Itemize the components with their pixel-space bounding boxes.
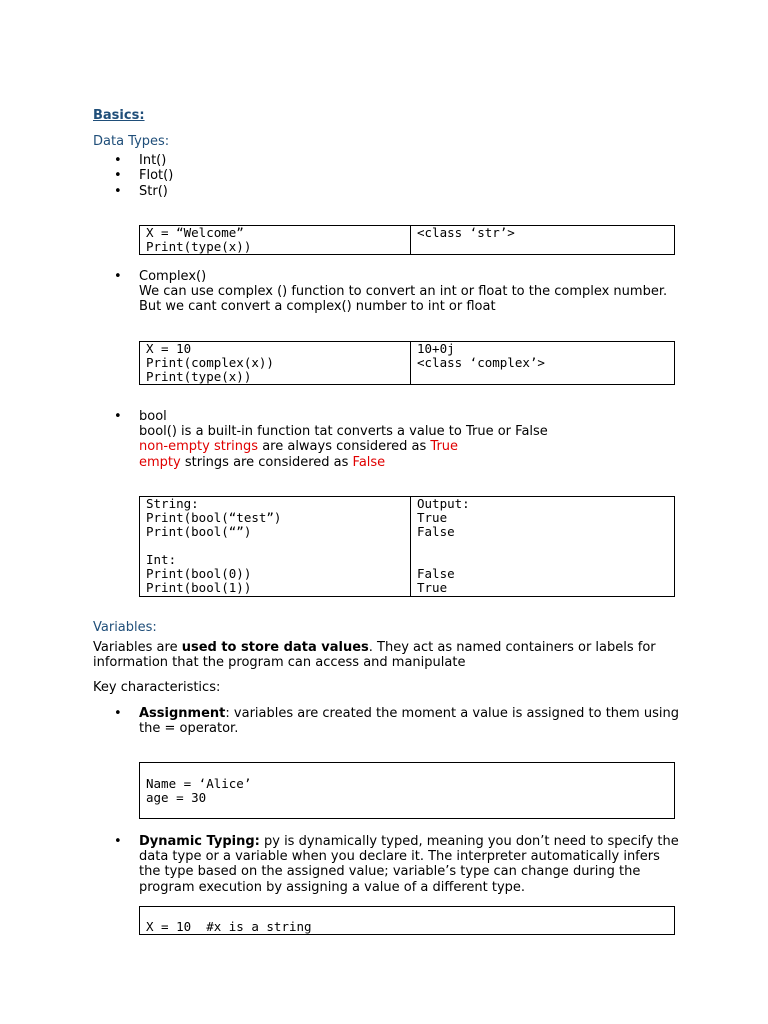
list-item: Str(): [139, 184, 168, 199]
data-types-heading: Data Types:: [93, 134, 170, 149]
code-cell: X = 10 Print(complex(x)) Print(type(x)): [140, 342, 411, 385]
list-item: Int(): [139, 153, 167, 168]
list-item: bool: [139, 409, 167, 424]
bold-text: used to store data values: [181, 640, 369, 655]
red-text: non-empty strings: [139, 439, 259, 454]
code-table-bool: [139, 496, 675, 597]
paragraph-line: [93, 640, 656, 655]
paragraph-line: Key characteristics:: [93, 680, 221, 695]
red-text: empty: [139, 455, 181, 470]
bold-text: Assignment: [139, 706, 226, 721]
code-cell: String: Print(bool(“test”) Print(bool(“”) Int: Print(bool(0)) Print(bool(1)): [140, 497, 411, 597]
page-title: Basics:: [93, 108, 145, 123]
list-item: Complex(): [139, 269, 207, 284]
plain-text: are always considered as: [258, 439, 431, 454]
plain-text: : variables are created the moment a value is assigned to them using: [225, 706, 679, 721]
paragraph-line: [139, 455, 385, 470]
code-table-complex: [139, 341, 675, 385]
paragraph-line: data type or a variable when you declare it. The interpreter automatically infers: [139, 849, 660, 864]
list-item: Flot(): [139, 168, 174, 183]
code-box-assignment: Name = ‘Alice’ age = 30: [139, 762, 675, 819]
bullet-icon: •: [114, 168, 122, 183]
plain-text: strings are considered as: [180, 455, 353, 470]
code-box-dynamic: X = 10 #x is a string: [139, 906, 675, 935]
plain-text: . They act as named containers or labels for: [368, 640, 656, 655]
code-table-str: [139, 225, 675, 255]
plain-text: Variables are: [93, 640, 182, 655]
paragraph-line: the type based on the assigned value; variable’s type can change during the: [139, 864, 641, 879]
output-cell: Output: True False False True: [411, 497, 675, 597]
paragraph-line: bool() is a built-in function tat converts a value to True or False: [139, 424, 548, 439]
code-cell: X = “Welcome” Print(type(x)): [140, 226, 411, 255]
paragraph-line: information that the program can access and manipulate: [93, 655, 466, 670]
bullet-icon: •: [114, 706, 122, 721]
bullet-icon: •: [114, 269, 122, 284]
output-cell: 10+0j <class ‘complex’>: [411, 342, 675, 385]
paragraph-line: program execution by assigning a value of a different type.: [139, 880, 526, 895]
variables-heading: Variables:: [93, 620, 157, 635]
bullet-icon: •: [114, 153, 122, 168]
paragraph-line: We can use complex () function to convert an int or float to the complex number.: [139, 284, 668, 299]
list-item: [139, 834, 679, 849]
plain-text: py is dynamically typed, meaning you don’t need to specify the: [259, 834, 679, 849]
output-cell: <class ‘str’>: [411, 226, 675, 255]
red-text: True: [430, 439, 459, 454]
bullet-icon: •: [114, 834, 122, 849]
bullet-icon: •: [114, 409, 122, 424]
list-item: [139, 706, 679, 721]
paragraph-line: the = operator.: [139, 721, 239, 736]
red-text: False: [352, 455, 386, 470]
paragraph-line: [139, 439, 458, 454]
bold-text: Dynamic Typing:: [139, 834, 260, 849]
bullet-icon: •: [114, 184, 122, 199]
paragraph-line: But we cant convert a complex() number to int or float: [139, 299, 496, 314]
